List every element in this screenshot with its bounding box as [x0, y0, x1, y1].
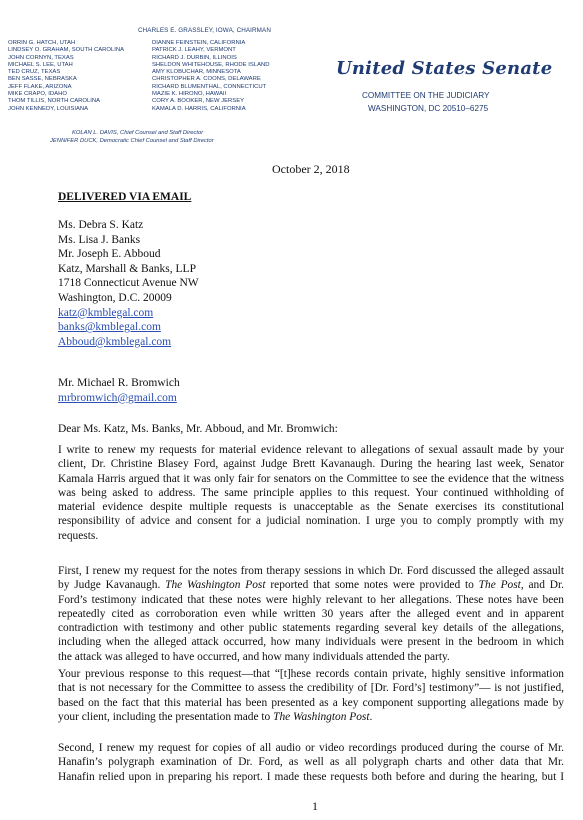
- text-line: First, I renew my request for the notes from therapy sessions in which Dr. Ford discussed the alleged assault: [58, 565, 564, 577]
- member-name: RICHARD J. DURBIN, ILLINOIS: [152, 54, 237, 61]
- recipient-line: 1718 Connecticut Avenue NW: [58, 277, 199, 290]
- text-line: that is not necessary for the Committee to assess the credibility of [Dr. Ford’s] testimony”— is not justified,: [58, 682, 564, 695]
- text-line: material evidence despite multiple requests is unacceptable as the Senate exercises its constitutional: [58, 501, 564, 514]
- member-name: DIANNE FEINSTEIN, CALIFORNIA: [152, 40, 246, 46]
- members-right: [152, 40, 270, 113]
- text-line: requests.: [58, 529, 99, 542]
- text-line: including when the alleged attack occurred, how many individuals were present in the bedroom in which: [58, 636, 564, 649]
- text-line: Ford’s testimony indicated that these notes were highly relevant to her allegations. These notes have been: [58, 593, 564, 606]
- page-number: 1: [312, 799, 318, 813]
- email-link[interactable]: mrbromwich@gmail.com: [58, 391, 177, 404]
- member-name: BEN SASSE, NEBRASKA: [8, 76, 77, 83]
- member-name: THOM TILLIS, NORTH CAROLINA: [8, 98, 101, 105]
- member-name: CHRISTOPHER A. COONS, DELAWARE: [152, 76, 261, 83]
- text-line: was being asked to address. The same principle applies to this request. Your continued withholding of: [58, 486, 564, 499]
- member-name: KAMALA D. HARRIS, CALIFORNIA: [152, 105, 246, 112]
- recipient-line: Ms. Debra S. Katz: [58, 219, 144, 231]
- text-line: Hanafin relied upon in preparing his report. I made these requests both before and during the hearing, but I: [58, 770, 564, 783]
- text-line: client, Dr. Christine Blasey Ford, against Judge Brett Kavanaugh. During the hearing last week, Senator: [58, 458, 564, 471]
- text-line: by Judge Kavanaugh. The Washington Post reported that some notes were provided to The Post, and Dr.: [58, 579, 564, 592]
- member-name: MAZIE K. HIRONO, HAWAII: [152, 91, 227, 98]
- chairman-line: CHARLES E. GRASSLEY, IOWA, CHAIRMAN: [138, 27, 271, 34]
- recipient-line: Katz, Marshall & Banks, LLP: [58, 262, 196, 275]
- email-link[interactable]: banks@kmblegal.com: [58, 321, 161, 334]
- member-name: LINDSEY O. GRAHAM, SOUTH CAROLINA: [8, 47, 125, 54]
- recipient-line: Washington, D.C. 20009: [58, 291, 172, 304]
- member-name: AMY KLOBUCHAR, MINNESOTA: [152, 69, 241, 76]
- salutation: Dear Ms. Katz, Ms. Banks, Mr. Abboud, and Mr. Bromwich:: [58, 423, 338, 435]
- text-line: contradiction with testimony and other public statements regarding several key details of the allegations,: [58, 622, 564, 635]
- staff-democratic: JENNIFER DUCK, Democratic Chief Counsel and Staff Director: [50, 138, 214, 144]
- text-line: I write to renew my requests for material evidence relevant to allegations of sexual assault made by your: [58, 444, 564, 456]
- paragraph-4: [58, 741, 564, 784]
- text-line: Second, I renew my request for copies of all audio or video recordings produced during the course of Mr.: [58, 742, 564, 754]
- text-line: Your previous response to this request—that “[t]hese records contain private, highly sensitive information: [58, 668, 564, 680]
- member-name: RICHARD BLUMENTHAL, CONNECTICUT: [152, 83, 267, 90]
- text-line: the attack was alleged to have occurred, and how many individuals attended the party.: [58, 650, 450, 663]
- member-name: PATRICK J. LEAHY, VERMONT: [152, 47, 236, 54]
- text-line: repeatedly cited as corroboration even while written 30 years after the alleged event and in apparent: [58, 607, 564, 620]
- recipient-line: Mr. Joseph E. Abboud: [58, 248, 161, 261]
- member-name: JOHN KENNEDY, LOUISIANA: [8, 105, 89, 112]
- text-line: Kamala Harris argued that it was only fair for senators on the Committee to see the evidence that the witness: [58, 472, 564, 485]
- members-left: [8, 40, 124, 113]
- member-name: ORRIN G. HATCH, UTAH: [8, 40, 76, 46]
- recipient-line: Mr. Michael R. Bromwich: [58, 377, 180, 389]
- letter-date: October 2, 2018: [272, 162, 350, 176]
- email-link[interactable]: Abboud@kmblegal.com: [58, 335, 172, 348]
- paragraph-2: [58, 564, 564, 664]
- email-link[interactable]: katz@kmblegal.com: [58, 306, 154, 319]
- member-name: JEFF FLAKE, ARIZONA: [8, 83, 72, 90]
- committee-address: WASHINGTON, DC 20510–6275: [368, 104, 489, 113]
- paragraph-3: [58, 667, 564, 724]
- staff-director: KOLAN L. DAVIS, Chief Counsel and Staff Director: [72, 130, 204, 136]
- member-name: SHELDON WHITEHOUSE, RHODE ISLAND: [152, 61, 270, 68]
- recipient-block-2: [58, 376, 180, 405]
- senate-title: United States Senate: [336, 58, 553, 79]
- member-name: MICHAEL S. LEE, UTAH: [8, 61, 73, 68]
- text-line: responsibility of advice and consent for a judicial nomination. I urge you to comply promptly with my: [58, 515, 564, 528]
- text-line: your client, including the presentation made to The Washington Post.: [58, 710, 373, 723]
- recipient-block-1: [58, 218, 199, 349]
- text-line: based on the fact that this material has been presented as a key component supporting allegations made by: [58, 696, 564, 709]
- member-name: CORY A. BOOKER, NEW JERSEY: [152, 98, 245, 105]
- member-name: MIKE CRAPO, IDAHO: [8, 91, 67, 98]
- recipient-line: Ms. Lisa J. Banks: [58, 233, 141, 246]
- member-name: JOHN CORNYN, TEXAS: [8, 54, 74, 61]
- delivery-method: DELIVERED VIA EMAIL: [58, 191, 192, 203]
- text-line: Hanafin’s polygraph examination of Dr. Ford, as well as all polygraph charts and other data that Mr.: [58, 756, 564, 769]
- member-name: TED CRUZ, TEXAS: [8, 69, 61, 76]
- paragraph-1: [58, 443, 564, 543]
- committee-name: COMMITTEE ON THE JUDICIARY: [362, 91, 490, 100]
